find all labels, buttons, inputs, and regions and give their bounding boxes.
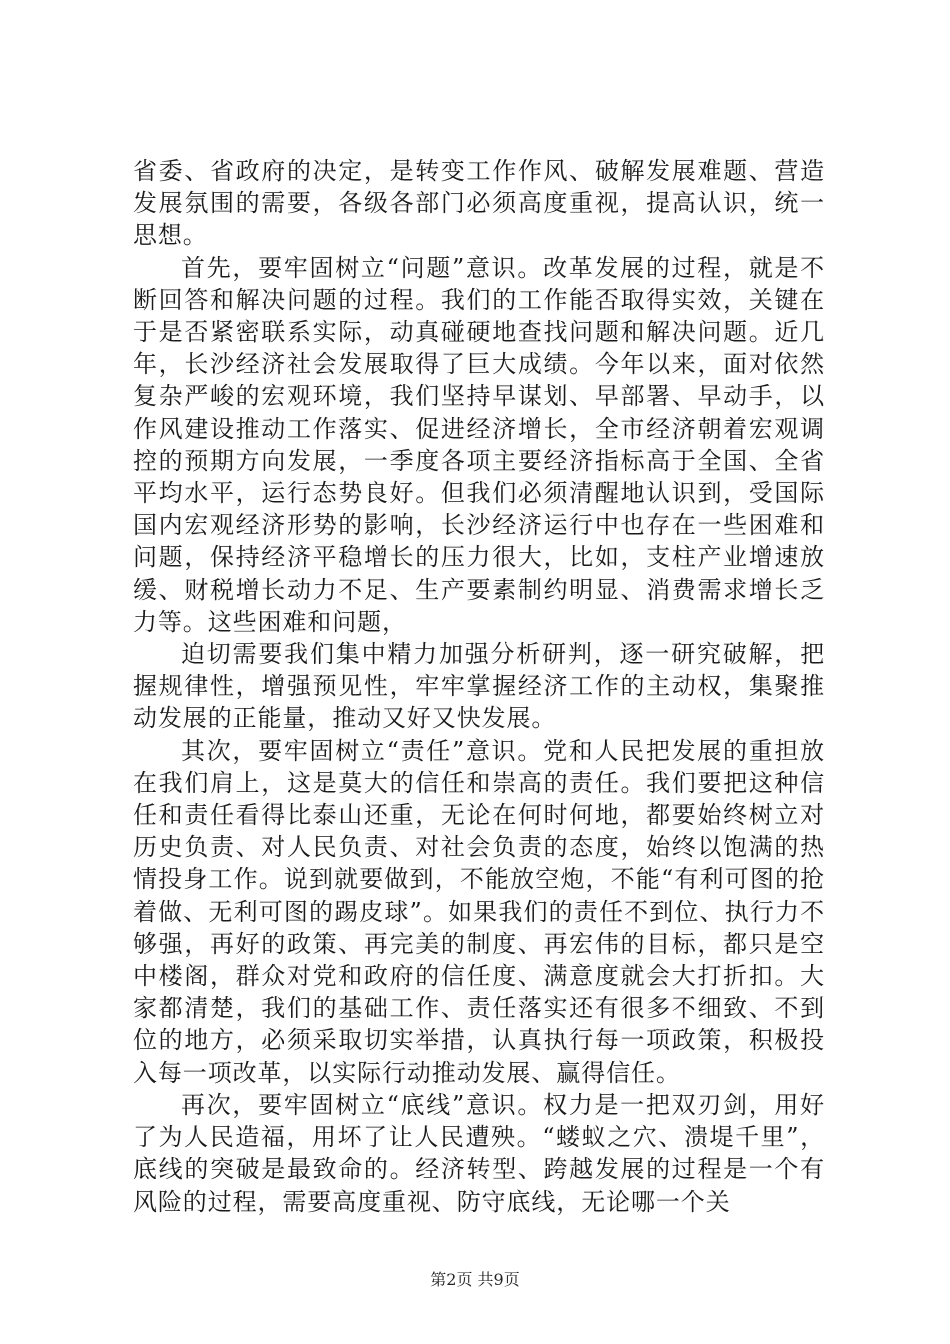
page-number-footer: 第2页 共9页	[430, 1270, 520, 1289]
paragraph-1: 省委、省政府的决定，是转变工作作风、破解发展难题、营造发展氛围的需要，各级各部门必须高度重视，提高认识，统一思想。	[133, 157, 825, 250]
paragraph-5: 再次，要牢固树立“底线”意识。权力是一把双刃剑，用好了为人民造福，用坏了让人民遭殃。“蝼蚁之穴、溃堤千里”，底线的突破是最致命的。经济转型、跨越发展的过程是一个有风险的过程，需要高度重视、防守底线，无论哪一个关	[133, 1090, 825, 1216]
document-body	[133, 155, 825, 1218]
paragraph-4: 其次，要牢固树立“责任”意识。党和人民把发展的重担放在我们肩上，这是莫大的信任和崇高的责任。我们要把这种信任和责任看得比泰山还重，无论在何时何地，都要始终树立对历史负责、对人民负责、对社会负责的态度，始终以饱满的热情投身工作。说到就要做到，不能放空炮，不能“有利可图的抢着做、无利可图的踢皮球”。如果我们的责任不到位、执行力不够强，再好的政策、再完美的制度、再宏伟的目标，都只是空中楼阁，群众对党和政府的信任度、满意度就会大打折扣。大家都清楚，我们的基础工作、责任落实还有很多不细致、不到位的地方，必须采取切实举措，认真执行每一项政策，积极投入每一项改革，以实际行动推动发展、赢得信任。	[133, 736, 825, 1087]
paragraph-3: 迫切需要我们集中精力加强分析研判，逐一研究破解，把握规律性，增强预见性，牢牢掌握经济工作的主动权，集聚推动发展的正能量，推动又好又快发展。	[133, 640, 825, 733]
paragraph-2: 首先，要牢固树立“问题”意识。改革发展的过程，就是不断回答和解决问题的过程。我们的工作能否取得实效，关键在于是否紧密联系实际，动真碰硬地查找问题和解决问题。近几年，长沙经济社会发展取得了巨大成绩。今年以来，面对依然复杂严峻的宏观环境，我们坚持早谋划、早部署、早动手，以作风建设推动工作落实、促进经济增长，全市经济朝着宏观调控的预期方向发展，一季度各项主要经济指标高于全国、全省平均水平，运行态势良好。但我们必须清醒地认识到，受国际国内宏观经济形势的影响，长沙经济运行中也存在一些困难和问题，保持经济平稳增长的压力很大，比如，支柱产业增速放缓、财税增长动力不足、生产要素制约明显、消费需求增长乏力等。这些困难和问题，	[133, 253, 825, 636]
